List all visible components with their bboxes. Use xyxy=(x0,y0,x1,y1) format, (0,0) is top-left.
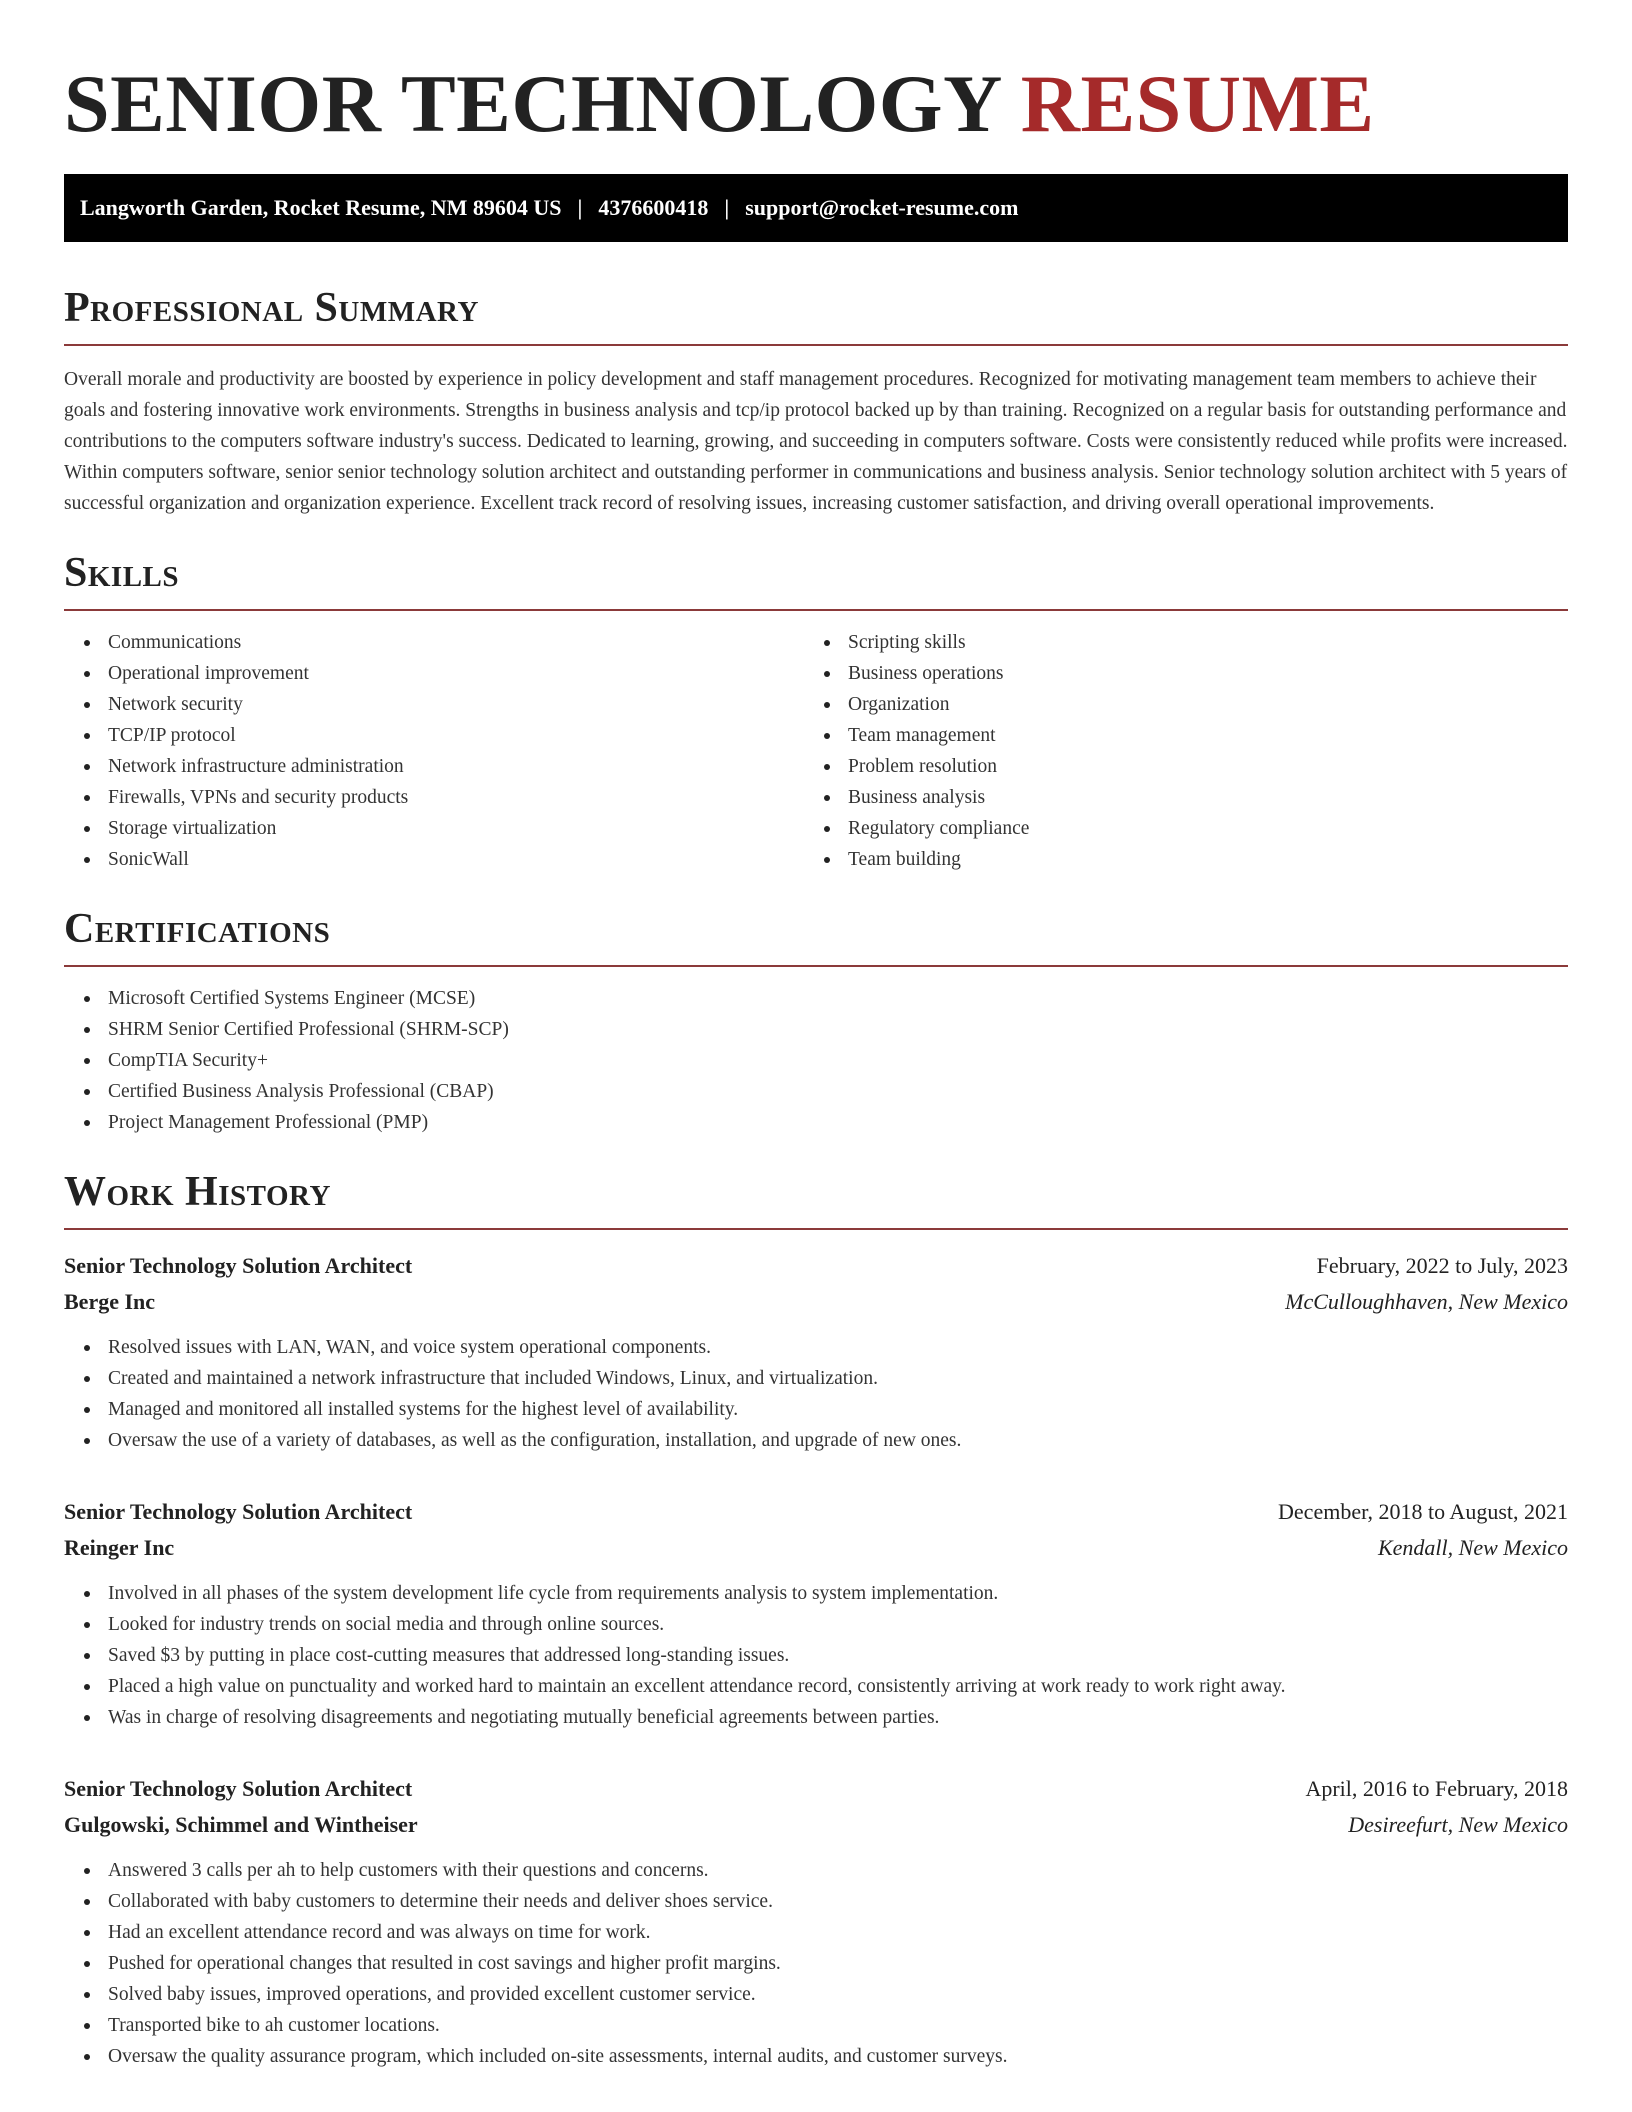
contact-address: Langworth Garden, Rocket Resume, NM 89604 US xyxy=(80,195,562,220)
resume-title xyxy=(64,0,1568,150)
job-entry xyxy=(64,1494,1568,1733)
job-duties-list xyxy=(64,1332,1568,1456)
job-duties-list xyxy=(64,1855,1568,2072)
skill-item: Regulatory compliance xyxy=(804,813,1544,844)
job-duty: Collaborated with baby customers to determine their needs and deliver shoes service. xyxy=(64,1886,1568,1917)
job-dates: February, 2022 to July, 2023 xyxy=(1316,1253,1568,1278)
summary-section xyxy=(64,282,1568,519)
summary-heading: Professional Summary xyxy=(64,285,479,331)
skill-item: Organization xyxy=(804,689,1544,720)
certification-item: SHRM Senior Certified Professional (SHRM-SCP) xyxy=(64,1014,1568,1045)
job-duty: Involved in all phases of the system development life cycle from requirements analysis to system implementation. xyxy=(64,1578,1568,1609)
job-entry xyxy=(64,1771,1568,2072)
contact-separator: | xyxy=(577,195,583,220)
certifications-heading: Certifications xyxy=(64,906,331,952)
work-history-heading: Work History xyxy=(64,1169,331,1215)
section-divider xyxy=(64,1228,1568,1230)
job-location: Desireefurt, New Mexico xyxy=(1348,1812,1568,1837)
work-history-section xyxy=(64,1166,1568,2072)
job-subheader-row xyxy=(64,1530,1568,1566)
job-duty: Looked for industry trends on social media and through online sources. xyxy=(64,1609,1568,1640)
skill-item: Network infrastructure administration xyxy=(64,751,804,782)
certifications-list xyxy=(64,983,1568,1138)
skills-section xyxy=(64,547,1568,875)
job-subheader-row xyxy=(64,1807,1568,1843)
skills-grid xyxy=(64,627,1568,875)
job-dates: April, 2016 to February, 2018 xyxy=(1305,1776,1568,1801)
job-duty: Solved baby issues, improved operations, and provided excellent customer service. xyxy=(64,1979,1568,2010)
contact-separator: | xyxy=(724,195,730,220)
job-duty: Oversaw the use of a variety of databases, as well as the configuration, installation, and upgrade of new ones. xyxy=(64,1425,1568,1456)
job-entry xyxy=(64,1248,1568,1456)
skill-item: TCP/IP protocol xyxy=(64,720,804,751)
skills-list-left xyxy=(64,627,804,875)
job-company: Gulgowski, Schimmel and Wintheiser xyxy=(64,1812,418,1837)
job-dates: December, 2018 to August, 2021 xyxy=(1278,1499,1568,1524)
skill-item: SonicWall xyxy=(64,844,804,875)
certifications-section xyxy=(64,903,1568,1138)
contact-phone[interactable]: 4376600418 xyxy=(598,195,709,220)
skill-item: Operational improvement xyxy=(64,658,804,689)
title-main: SENIOR TECHNOLOGY xyxy=(64,58,1000,149)
job-title: Senior Technology Solution Architect xyxy=(64,1253,413,1278)
job-company: Reinger Inc xyxy=(64,1535,175,1560)
section-divider xyxy=(64,965,1568,967)
skill-item: Business analysis xyxy=(804,782,1544,813)
skill-item: Network security xyxy=(64,689,804,720)
job-location: McCulloughhaven, New Mexico xyxy=(1285,1289,1568,1314)
skills-heading: Skills xyxy=(64,550,180,596)
skill-item: Storage virtualization xyxy=(64,813,804,844)
certification-item: Project Management Professional (PMP) xyxy=(64,1107,1568,1138)
skill-item: Team building xyxy=(804,844,1544,875)
certification-item: Certified Business Analysis Professional (CBAP) xyxy=(64,1076,1568,1107)
section-divider xyxy=(64,609,1568,611)
skill-item: Team management xyxy=(804,720,1544,751)
job-header-row xyxy=(64,1494,1568,1530)
job-duty: Pushed for operational changes that resulted in cost savings and higher profit margins. xyxy=(64,1948,1568,1979)
job-duties-list xyxy=(64,1578,1568,1733)
job-duty: Created and maintained a network infrastructure that included Windows, Linux, and virtualization. xyxy=(64,1363,1568,1394)
job-duty: Managed and monitored all installed systems for the highest level of availability. xyxy=(64,1394,1568,1425)
skill-item: Business operations xyxy=(804,658,1544,689)
job-duty: Resolved issues with LAN, WAN, and voice system operational components. xyxy=(64,1332,1568,1363)
skill-item: Scripting skills xyxy=(804,627,1544,658)
skill-item: Problem resolution xyxy=(804,751,1544,782)
job-title: Senior Technology Solution Architect xyxy=(64,1499,413,1524)
title-accent: RESUME xyxy=(1020,58,1375,149)
job-title: Senior Technology Solution Architect xyxy=(64,1776,413,1801)
job-duty: Saved $3 by putting in place cost-cutting measures that addressed long-standing issues. xyxy=(64,1640,1568,1671)
skills-list-right xyxy=(804,627,1544,875)
skill-item: Communications xyxy=(64,627,804,658)
summary-text: Overall morale and productivity are boosted by experience in policy development and staff management procedures. Recognized for motivating management team members to achieve their goals and fostering innovative work environments. Strengths in business analysis and tcp/ip protocol backed up by than training. Recognized on a regular basis for outstanding performance and contributions to the computers software industry's success. Dedicated to learning, growing, and succeeding in computers software. Costs were consistently reduced while profits were increased. Within computers software, senior senior technology solution architect and outstanding performer in communications and business analysis. Senior technology solution architect with 5 years of successful organization and organization experience. Excellent track record of resolving issues, increasing customer satisfaction, and driving overall operational improvements. xyxy=(64,369,1568,514)
job-location: Kendall, New Mexico xyxy=(1377,1535,1568,1560)
certification-item: CompTIA Security+ xyxy=(64,1045,1568,1076)
job-duty: Oversaw the quality assurance program, which included on-site assessments, internal audits, and customer surveys. xyxy=(64,2041,1568,2072)
certification-item: Microsoft Certified Systems Engineer (MCSE) xyxy=(64,983,1568,1014)
job-duty: Transported bike to ah customer locations. xyxy=(64,2010,1568,2041)
job-company: Berge Inc xyxy=(64,1289,156,1314)
skill-item: Firewalls, VPNs and security products xyxy=(64,782,804,813)
job-header-row xyxy=(64,1771,1568,1807)
job-subheader-row xyxy=(64,1284,1568,1320)
contact-bar xyxy=(64,174,1568,242)
job-duty: Had an excellent attendance record and was always on time for work. xyxy=(64,1917,1568,1948)
job-header-row xyxy=(64,1248,1568,1284)
contact-email[interactable]: support@rocket-resume.com xyxy=(745,195,1019,220)
job-duty: Answered 3 calls per ah to help customers with their questions and concerns. xyxy=(64,1855,1568,1886)
section-divider xyxy=(64,344,1568,346)
job-duty: Was in charge of resolving disagreements and negotiating mutually beneficial agreements between parties. xyxy=(64,1702,1568,1733)
job-duty: Placed a high value on punctuality and worked hard to maintain an excellent attendance record, consistently arriving at work ready to work right away. xyxy=(64,1671,1568,1702)
